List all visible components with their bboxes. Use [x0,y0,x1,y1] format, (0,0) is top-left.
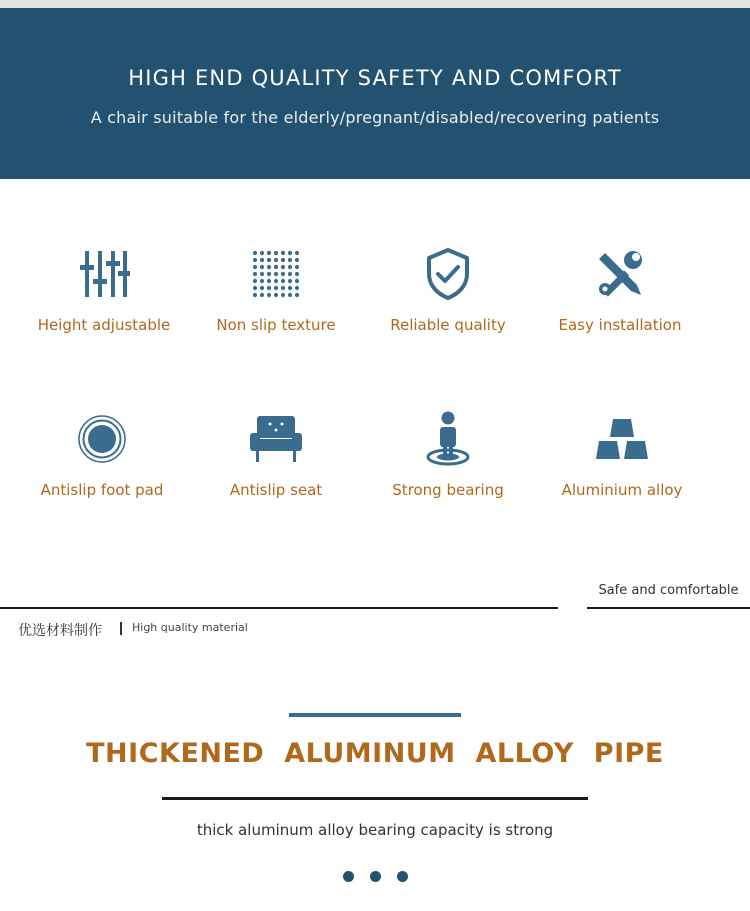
feature-label: Easy installation [558,316,682,334]
divider-right [587,607,750,609]
header-banner [0,8,750,179]
pagination-dot [370,871,381,882]
top-photo-strip [0,0,750,8]
sliders-icon [74,244,134,304]
main-subtitle: thick aluminum alloy bearing capacity is strong [196,821,554,839]
banner-title: HIGH END QUALITY SAFETY AND COMFORT [128,66,622,90]
section-title-en: High quality material [132,621,248,634]
feature-label: Antislip foot pad [40,481,164,499]
dot-grid-icon [246,244,306,304]
pagination-dots [0,871,750,882]
feature-label: Height adjustable [37,316,171,334]
feature-label: Strong bearing [392,481,504,499]
main-title: THICKENED ALUMINUM ALLOY PIPE [86,738,664,769]
shield-check-icon [418,244,478,304]
feature-label: Antislip seat [229,481,323,499]
sofa-icon [246,409,306,469]
title-underline [162,797,588,800]
tools-icon [590,244,650,304]
pagination-dot [343,871,354,882]
section-separator [120,622,122,635]
person-on-base-icon [418,409,478,469]
pagination-dot [397,871,408,882]
feature-label: Reliable quality [390,316,506,334]
feature-label: Non slip texture [216,316,336,334]
section-title-cn: 优选材料制作 [18,623,102,639]
divider-left [0,607,558,609]
concentric-circles-icon [72,409,132,469]
feature-label: Aluminium alloy [561,481,683,499]
safe-comfortable-note: Safe and comfortable [598,583,739,598]
banner-subtitle: A chair suitable for the elderly/pregnant/disabled/recovering patients [90,108,660,127]
metal-ingots-icon [592,409,652,469]
accent-bar [289,713,461,717]
